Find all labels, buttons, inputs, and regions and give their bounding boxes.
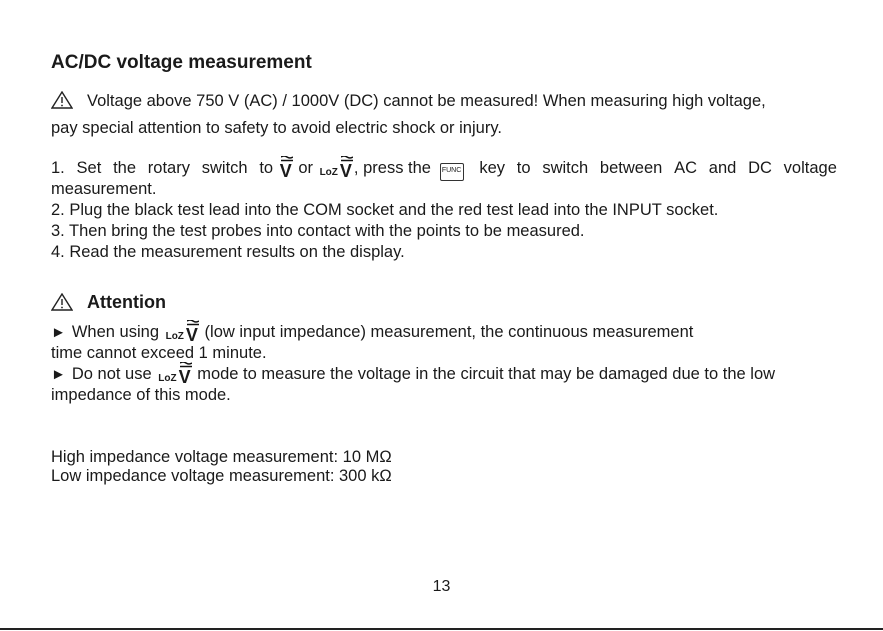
step-1-line: [51, 158, 837, 183]
attention-bullet-2: ► Do not use LoZ V mode to measure the voltage in the circuit that may be damaged due to the low: [51, 364, 775, 389]
step-1-word: switch: [542, 159, 589, 177]
step-1-word: Set: [76, 159, 102, 177]
step-1-word: voltage: [783, 159, 837, 177]
step-3: 3. Then bring the test probes into contact with the points to be measured.: [51, 222, 585, 240]
loz-voltage-symbol-icon: LoZ V: [320, 161, 352, 183]
func-key-icon: FUNC: [440, 163, 464, 181]
step-1-word: the: [113, 159, 137, 177]
page-number: 13: [432, 578, 451, 595]
step-2: 2. Plug the black test lead into the COM socket and the red test lead into the INPUT socket.: [51, 201, 719, 219]
warning-text-1: Voltage above 750 V (AC) / 1000V (DC) cannot be measured! When measuring high voltage,: [87, 92, 766, 110]
attention-heading: Attention: [51, 292, 166, 313]
step-1-continuation: measurement.: [51, 180, 157, 198]
step-1-word: between: [599, 159, 663, 177]
bullet-arrow-icon: ►: [51, 366, 66, 383]
step-1-word: DC: [748, 159, 772, 177]
step-1-word: to V or LoZ V , press the FUNC: [259, 158, 467, 183]
step-1-word: switch: [201, 159, 248, 177]
footer-divider: [0, 628, 883, 630]
spec-high-impedance: High impedance voltage measurement: 10 MΩ: [51, 448, 392, 466]
warning-triangle-icon: [51, 293, 73, 311]
step-1-word: AC: [674, 159, 697, 177]
warning-line-2: pay special attention to safety to avoid electric shock or injury.: [51, 119, 502, 137]
step-1-word: to: [516, 159, 531, 177]
attention-bullet-1-cont: time cannot exceed 1 minute.: [51, 344, 267, 362]
loz-voltage-symbol-icon: LoZ V: [158, 367, 190, 389]
step-1-word: 1.: [51, 159, 65, 177]
attention-bullet-2-cont: impedance of this mode.: [51, 386, 231, 404]
spec-low-impedance: Low impedance voltage measurement: 300 kΩ: [51, 467, 392, 485]
attention-bullet-1: ► When using LoZ V (low input impedance) measurement, the continuous measurement: [51, 322, 693, 347]
warning-line-1: [51, 91, 766, 111]
ac-dc-voltage-symbol-icon: V: [280, 161, 292, 181]
section-title: AC/DC voltage measurement: [51, 52, 312, 73]
bullet-arrow-icon: ►: [51, 324, 66, 341]
step-1-word: and: [708, 159, 737, 177]
step-4: 4. Read the measurement results on the display.: [51, 243, 405, 261]
step-1-word: rotary: [147, 159, 190, 177]
loz-voltage-symbol-icon: LoZ V: [166, 325, 198, 347]
step-1-word: key: [479, 159, 506, 177]
warning-triangle-icon: [51, 91, 73, 109]
